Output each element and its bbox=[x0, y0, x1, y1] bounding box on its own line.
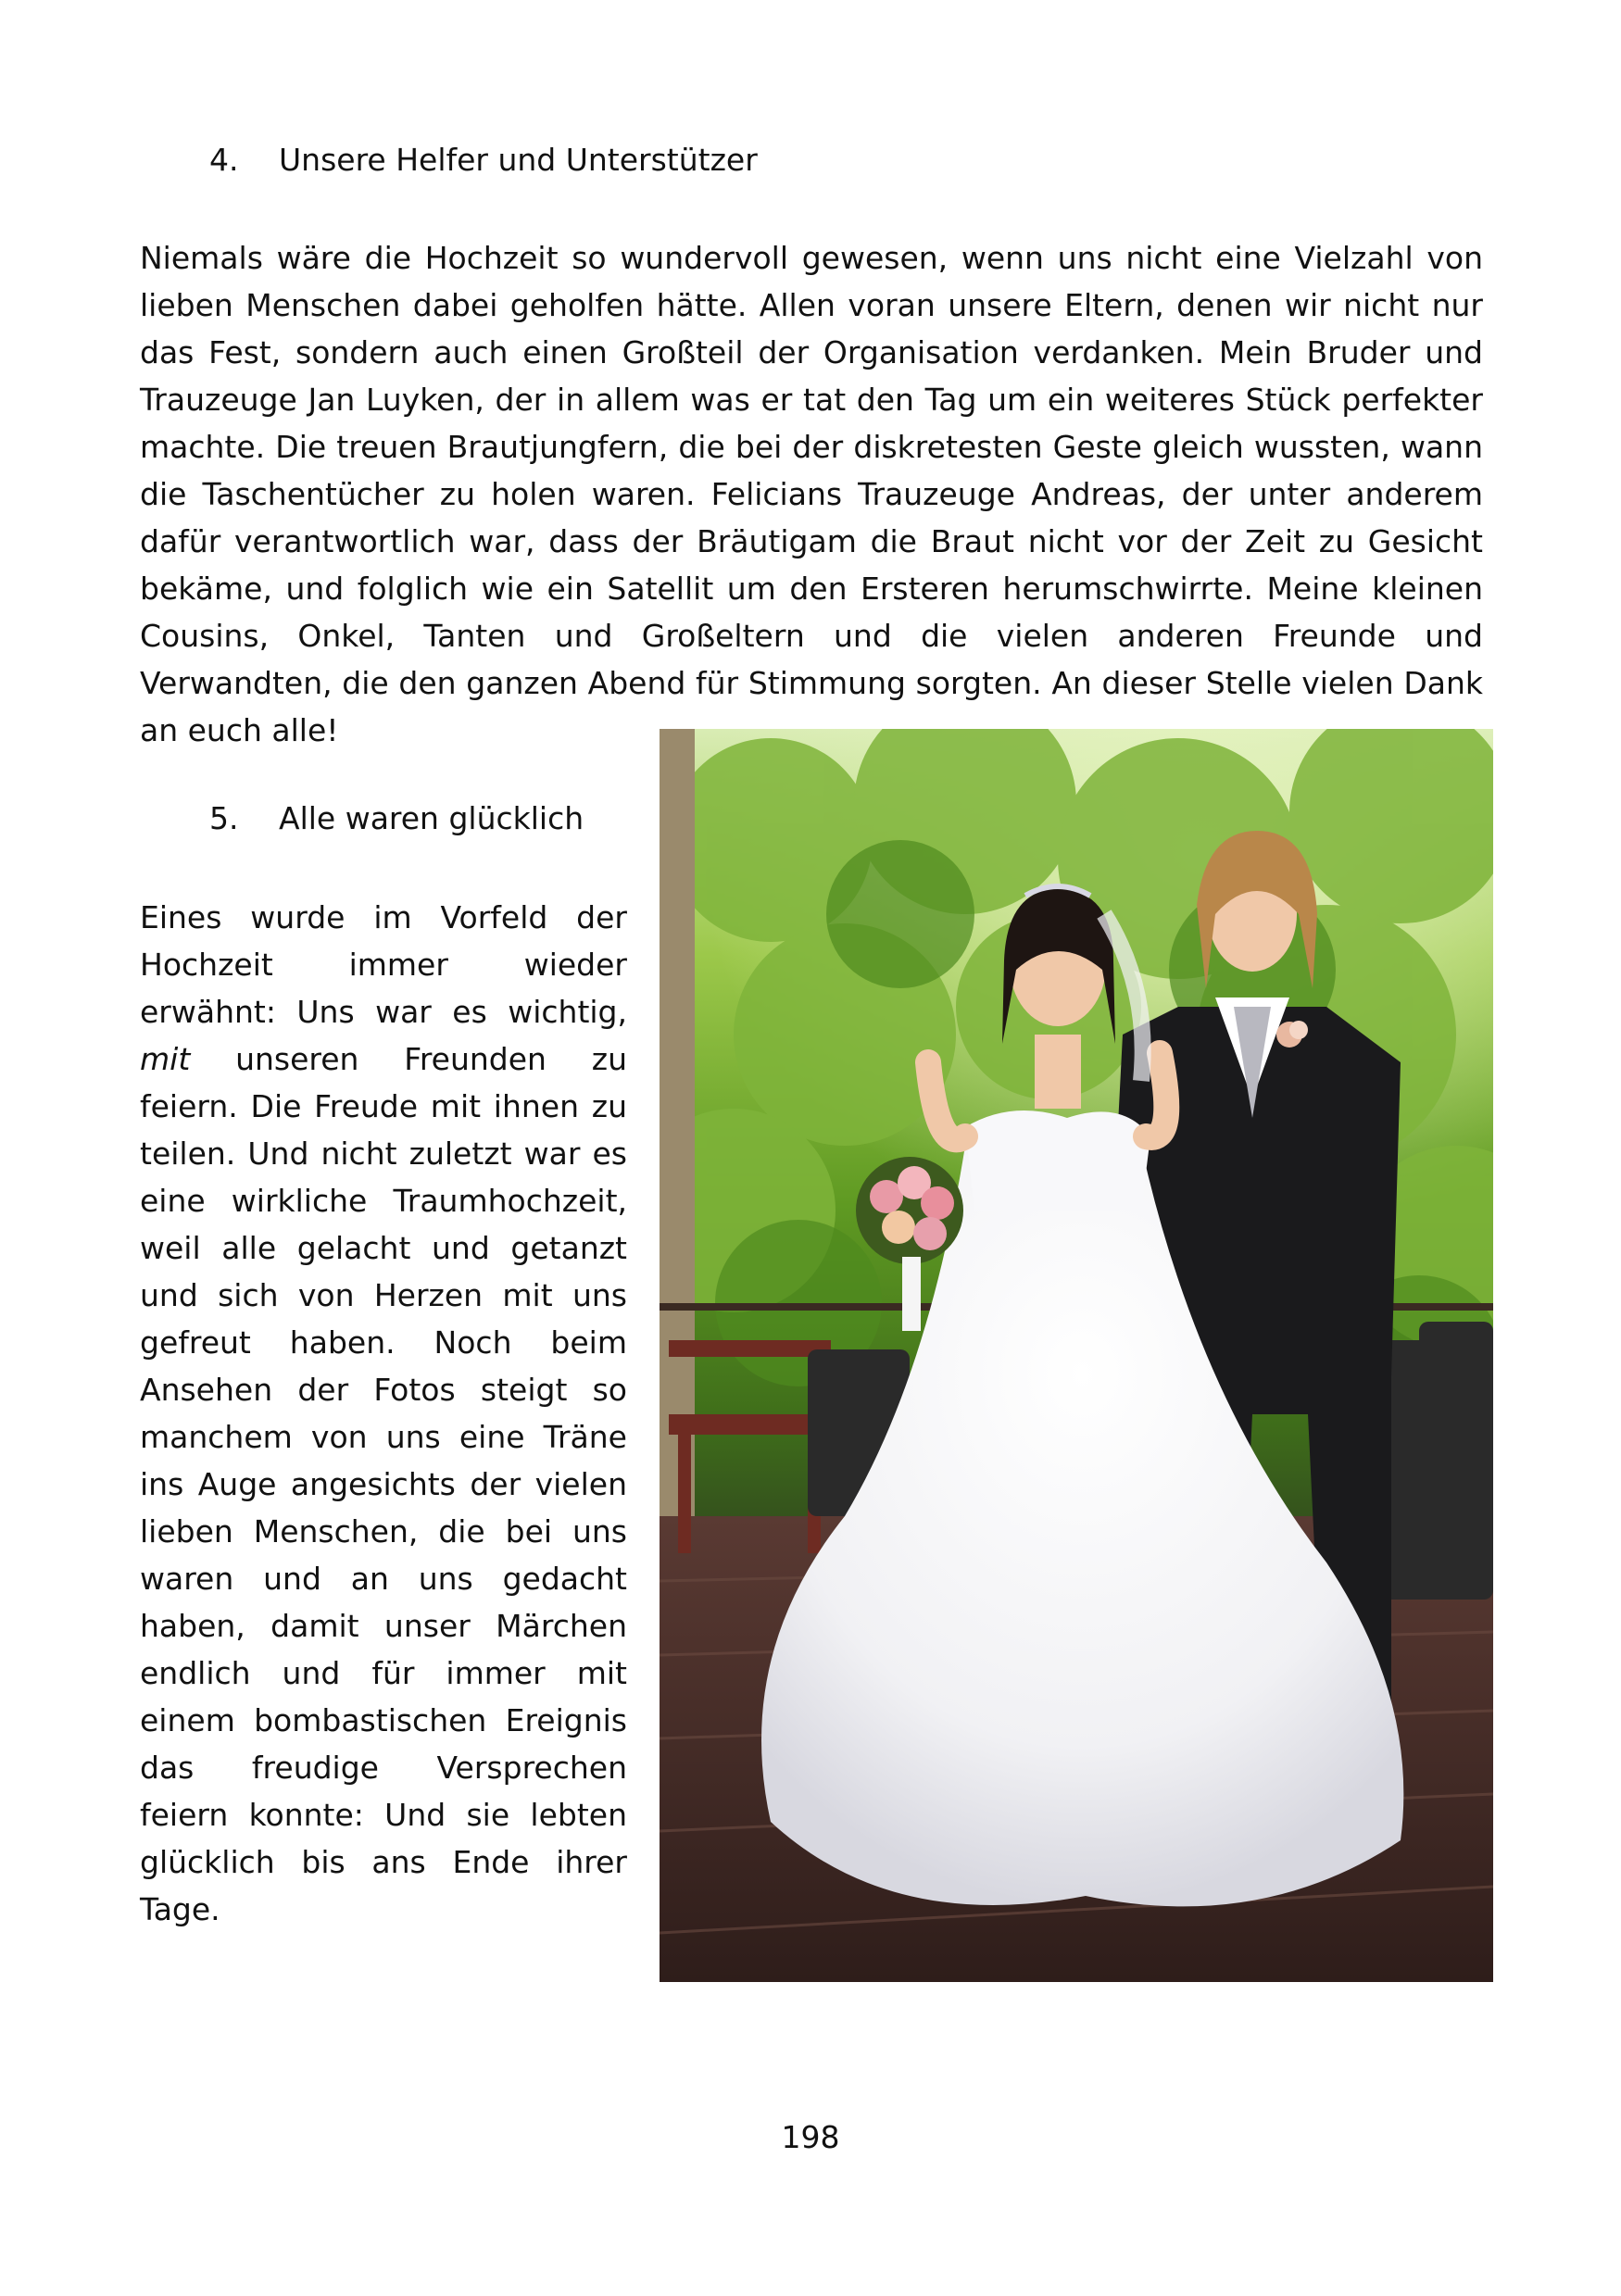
photo-illustration bbox=[660, 729, 1493, 1982]
page-number: 198 bbox=[781, 2119, 840, 2155]
section-4-number: 4. bbox=[209, 142, 239, 178]
section-5-text-part2: unseren Freunden zu feiern. Die Freude mit ihnen zu teilen. Und nicht zuletzt war es eine wirkliche Traumhochzeit, weil alle gelacht und getanzt und sich von Herzen mit uns gefreut haben. Noch beim Ansehen der Fotos steigt so manchem von uns eine Träne ins Auge angesichts der vielen lieben Menschen, die bei uns waren und an uns gedacht haben, damit unser Märchen endlich und für immer mit einem bombastischen Ereignis das freudige Versprechen feiern konnte: Und sie lebten glücklich bis ans Ende ihrer Tage. bbox=[140, 1041, 627, 1927]
section-5-text-part1: Eines wurde im Vorfeld der Hochzeit immer wieder erwähnt: Uns war es wichtig, bbox=[140, 899, 627, 1030]
wedding-couple-photo bbox=[660, 729, 1493, 1982]
section-5-paragraph bbox=[140, 894, 627, 1933]
section-5-emphasis: mit bbox=[140, 1041, 191, 1077]
section-5-heading bbox=[209, 800, 584, 837]
section-4-paragraph: Niemals wäre die Hochzeit so wundervoll gewesen, wenn uns nicht eine Vielzahl von lieben Menschen dabei geholfen hätte. Allen voran unsere Eltern, denen wir nicht nur das Fest, sondern auch einen Großteil der Organisation verdanken. Mein Bruder und Trauzeuge Jan Luyken, der in allem was er tat den Tag um ein weiteres Stück perfekter machte. Die treuen Brautjungfern, die bei der diskretesten Geste gleich wussten, wann die Taschentücher zu holen waren. Felicians Trauzeuge Andreas, der unter anderem dafür verantwortlich war, dass der Bräutigam die Braut nicht vor der Zeit zu Gesicht bekäme, und folglich wie ein Satellit um den Ersteren herumschwirrte. Meine kleinen Cousins, Onkel, Tanten und Großeltern und die vielen anderen Freunde und Verwandten, die den ganzen Abend für Stimmung sorgten. An dieser Stelle vielen Dank an euch alle! bbox=[140, 240, 1483, 748]
section-5-title: Alle waren glücklich bbox=[279, 800, 584, 836]
section-5-number: 5. bbox=[209, 800, 239, 836]
section-4-title: Unsere Helfer und Unterstützer bbox=[279, 142, 758, 178]
section-4-heading bbox=[209, 142, 758, 179]
